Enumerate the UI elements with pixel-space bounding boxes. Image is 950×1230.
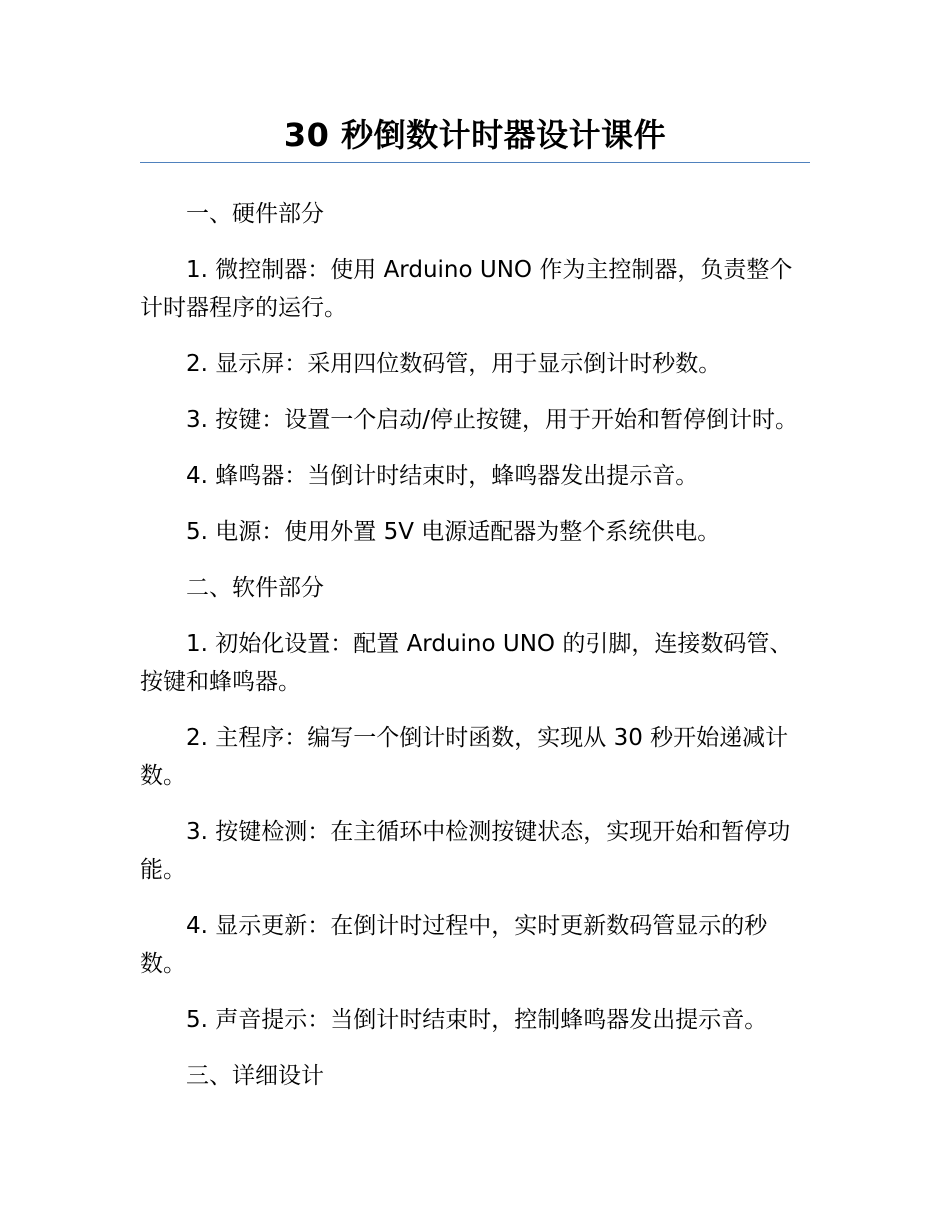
- paragraph-buzzer: 4. 蜂鸣器：当倒计时结束时，蜂鸣器发出提示音。: [186, 463, 699, 489]
- paragraph-button: 3. 按键：设置一个启动/停止按键，用于开始和暂停倒计时。: [186, 407, 799, 433]
- paragraph-display: 2. 显示屏：采用四位数码管，用于显示倒计时秒数。: [186, 351, 722, 377]
- document-page: [140, 112, 810, 1113]
- paragraph-main-program: 2. 主程序：编写一个倒计时函数，实现从 30 秒开始递减计数。: [140, 725, 789, 789]
- title-underline: [140, 162, 810, 163]
- section-heading-software: 二、软件部分: [186, 575, 324, 601]
- paragraph-display-update: 4. 显示更新：在倒计时过程中，实时更新数码管显示的秒数。: [140, 913, 768, 977]
- document-title: 30 秒倒数计时器设计课件: [283, 116, 667, 154]
- paragraph-microcontroller: 1. 微控制器：使用 Arduino UNO 作为主控制器，负责整个计时器程序的运行。: [140, 257, 793, 321]
- section-heading-hardware: 一、硬件部分: [186, 201, 324, 227]
- paragraph-button-detection: 3. 按键检测：在主循环中检测按键状态，实现开始和暂停功能。: [140, 819, 791, 883]
- paragraph-sound-alert: 5. 声音提示：当倒计时结束时，控制蜂鸣器发出提示音。: [186, 1007, 768, 1033]
- paragraph-initialization: 1. 初始化设置：配置 Arduino UNO 的引脚，连接数码管、按键和蜂鸣器。: [140, 631, 793, 695]
- section-heading-detailed-design: 三、详细设计: [186, 1063, 324, 1089]
- paragraph-power: 5. 电源：使用外置 5V 电源适配器为整个系统供电。: [186, 519, 721, 545]
